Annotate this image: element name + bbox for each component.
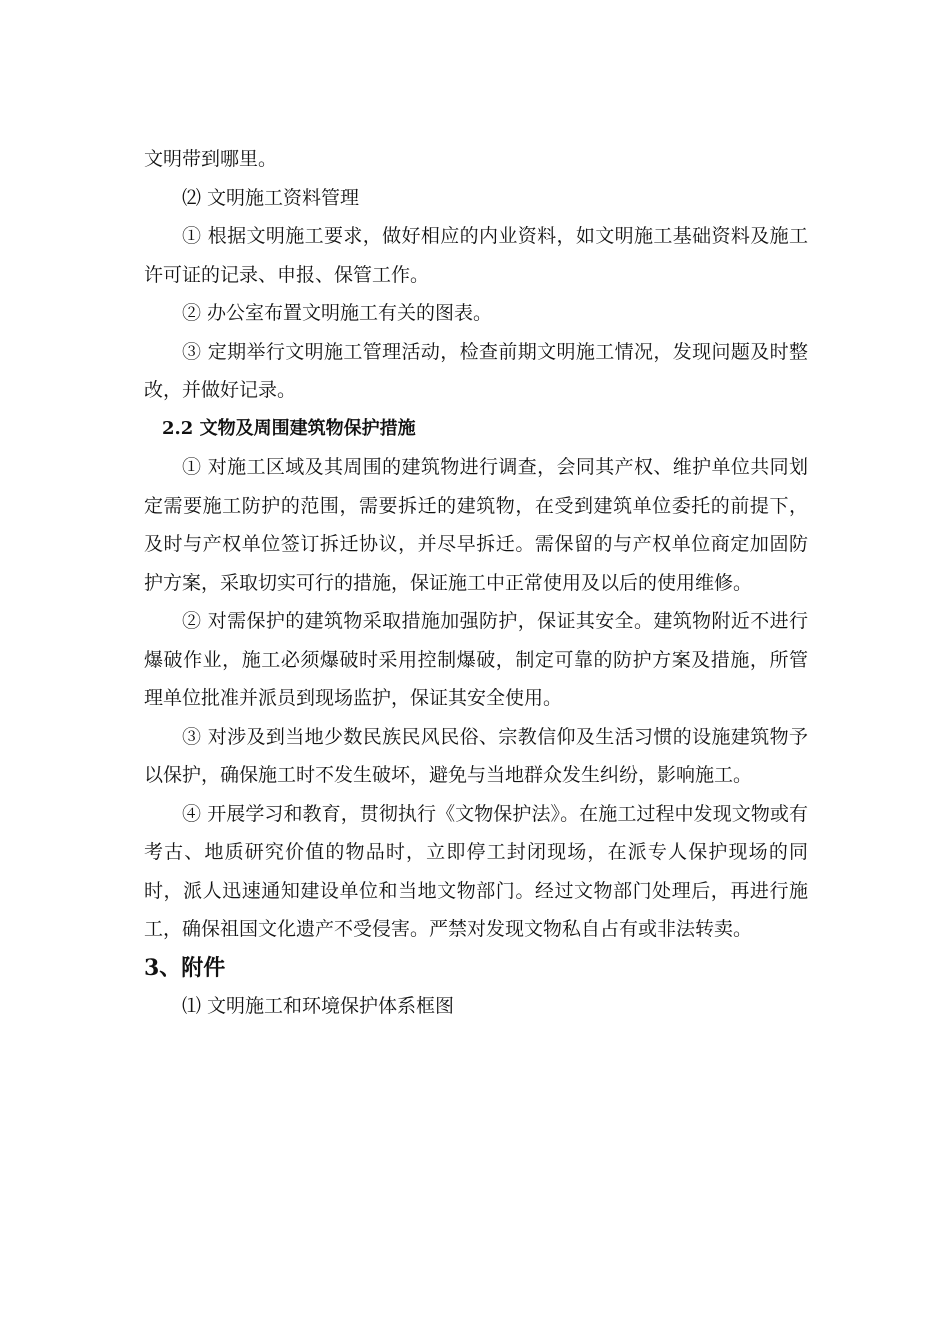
subsection-2-item-2: ② 办公室布置文明施工有关的图表。 bbox=[182, 302, 493, 324]
section-2-2-item-2: ② 对需保护的建筑物采取措施加强防护，保证其安全。建筑物附近不进行爆破作业，施工必须爆破时采用控制爆破，制定可靠的防护方案及措施，所管理单位批准并派员到现场监护，保证其安全使用。 bbox=[144, 610, 808, 709]
section-2-2-item-3: ③ 对涉及到当地少数民族民风民俗、宗教信仰及生活习惯的设施建筑物予以保护，确保施工时不发生破坏，避免与当地群众发生纠纷，影响施工。 bbox=[144, 725, 808, 786]
section-2-2-heading: 2.2 文物及周围建筑物保护措施 bbox=[162, 417, 416, 439]
section-2-2-item-4: ④ 开展学习和教育，贯彻执行《文物保护法》。在施工过程中发现文物或有考古、地质研究价值的物品时，立即停工封闭现场，在派专人保护现场的同时，派人迅速通知建设单位和当地文物部门。经过文物部门处理后，再进行施工，确保祖国文化遗产不受侵害。严禁对发现文物私自占有或非法转卖。 bbox=[144, 802, 808, 940]
subsection-2-item-3: ③ 定期举行文明施工管理活动，检查前期文明施工情况，发现问题及时整改，并做好记录。 bbox=[144, 340, 808, 401]
section-3-heading: 3、附件 bbox=[144, 954, 226, 981]
section-2-2-item-1: ① 对施工区域及其周围的建筑物进行调查，会同其产权、维护单位共同划定需要施工防护的范围，需要拆迁的建筑物，在受到建筑单位委托的前提下，及时与产权单位签订拆迁协议，并尽早拆迁。需保留的与产权单位商定加固防护方案，采取切实可行的措施，保证施工中正常使用及以后的使用维修。 bbox=[144, 456, 808, 594]
section-3-item-1: ⑴ 文明施工和环境保护体系框图 bbox=[182, 994, 455, 1017]
subsection-2-title: ⑵ 文明施工资料管理 bbox=[182, 186, 360, 209]
paragraph-continued: 文明带到哪里。 bbox=[144, 148, 278, 170]
subsection-2-item-1: ① 根据文明施工要求，做好相应的内业资料，如文明施工基础资料及施工许可证的记录、申报、保管工作。 bbox=[144, 225, 808, 286]
document-page bbox=[144, 140, 808, 1025]
